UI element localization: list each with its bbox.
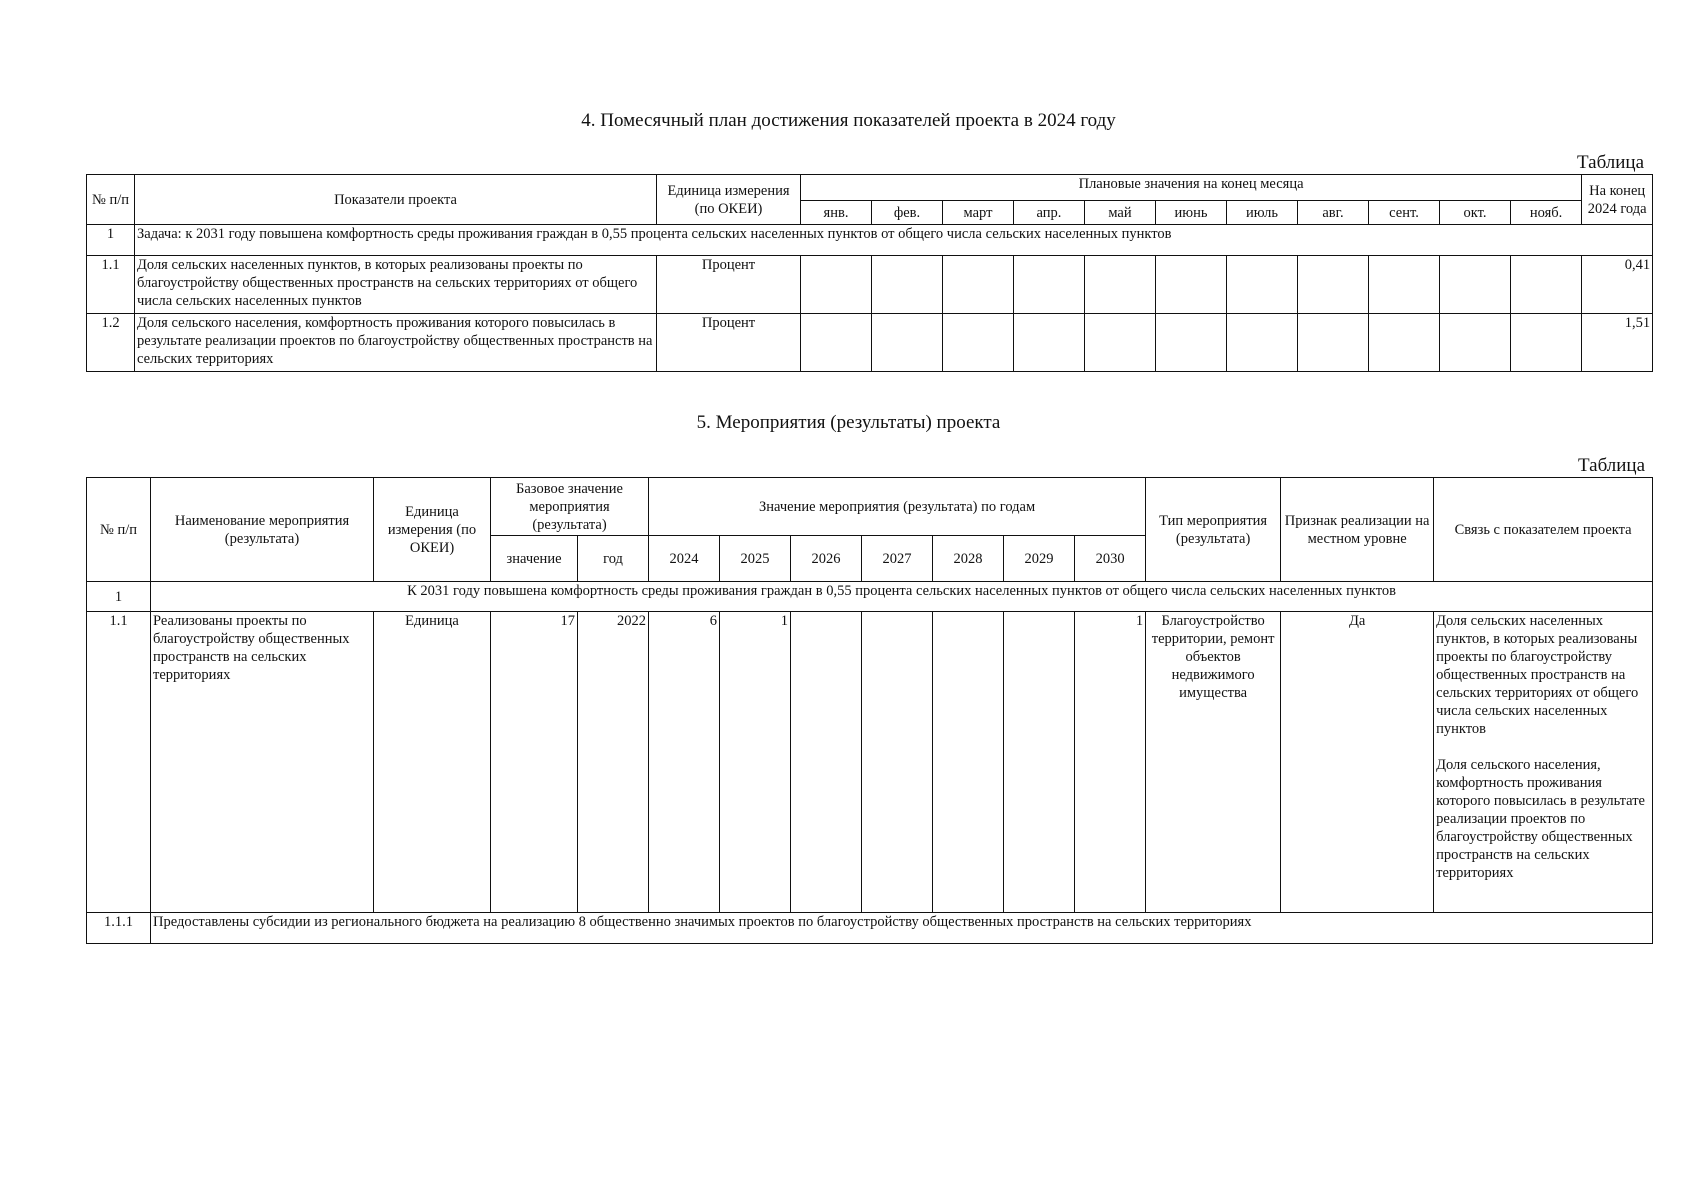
header-end-of-year: На конец 2024 года <box>1582 175 1653 225</box>
header-month: фев. <box>872 201 943 225</box>
month-cell <box>872 256 943 314</box>
header-local-level: Признак реализации на местном уровне <box>1281 478 1434 582</box>
header-activity-name: Наименование мероприятия (результата) <box>151 478 374 582</box>
row-end-of-year: 0,41 <box>1582 256 1653 314</box>
row-unit: Процент <box>657 256 801 314</box>
row-year-value: 6 <box>649 612 720 913</box>
row-indicator: Доля сельского населения, комфортность проживания которого повысилась в результате реализации проектов по благоустройству общественных пространств на сельских территориях <box>135 314 657 372</box>
month-cell <box>943 314 1014 372</box>
header-year: 2024 <box>649 536 720 582</box>
table-row <box>87 256 1653 314</box>
row-year-value <box>1004 612 1075 913</box>
table-row <box>87 314 1653 372</box>
row-num: 1.1 <box>87 612 151 913</box>
section-4-title: 4. Помесячный план достижения показателей проекта в 2024 году <box>581 110 1116 131</box>
header-activity-type: Тип мероприятия (результата) <box>1146 478 1281 582</box>
task-row-num: 1 <box>87 582 151 612</box>
month-cell <box>1440 256 1511 314</box>
header-month: март <box>943 201 1014 225</box>
row-base-year: 2022 <box>578 612 649 913</box>
header-planned-values: Плановые значения на конец месяца <box>801 175 1582 201</box>
header-indicator-link: Связь с показателем проекта <box>1434 478 1653 582</box>
month-cell <box>1369 256 1440 314</box>
header-unit: Единица измерения (по ОКЕИ) <box>657 175 801 225</box>
row-unit: Единица <box>374 612 491 913</box>
table-row <box>87 913 1653 944</box>
row-indicator-link <box>1434 612 1653 913</box>
task-row-num: 1 <box>87 225 135 256</box>
row-num: 1.1 <box>87 256 135 314</box>
month-cell <box>1085 256 1156 314</box>
month-cell <box>1298 314 1369 372</box>
header-month: сент. <box>1369 201 1440 225</box>
row-indicator: Доля сельских населенных пунктов, в которых реализованы проекты по благоустройству общественных пространств на сельских территориях от общего числа сельских населенных пунктов <box>135 256 657 314</box>
header-year: 2027 <box>862 536 933 582</box>
header-values-by-years: Значение мероприятия (результата) по годам <box>649 478 1146 536</box>
section-4-table-label: Таблица <box>1577 152 1645 173</box>
row-unit: Процент <box>657 314 801 372</box>
month-cell <box>1156 314 1227 372</box>
header-month: янв. <box>801 201 872 225</box>
row-year-value <box>862 612 933 913</box>
row-year-value <box>933 612 1004 913</box>
task-row-text: К 2031 году повышена комфортность среды проживания граждан в 0,55 процента сельских населенных пунктов от общего числа сельских населенных пунктов <box>151 582 1653 612</box>
section-5-table-label: Таблица <box>1578 455 1646 476</box>
month-cell <box>1511 314 1582 372</box>
header-base-value-value: значение <box>491 536 578 582</box>
month-cell <box>1227 314 1298 372</box>
header-year: 2029 <box>1004 536 1075 582</box>
project-activities-table <box>86 477 1653 944</box>
indicator-link-2: Доля сельского населения, комфортность проживания которого повысилась в результате реализации проектов по благоустройству общественных пространств на сельских территориях <box>1436 757 1645 881</box>
header-month: июнь <box>1156 201 1227 225</box>
row-year-value: 1 <box>720 612 791 913</box>
section-5-title: 5. Мероприятия (результаты) проекта <box>696 412 1001 433</box>
month-cell <box>1085 314 1156 372</box>
month-cell <box>1014 314 1085 372</box>
row-activity-name: Реализованы проекты по благоустройству общественных пространств на сельских территориях <box>151 612 374 913</box>
header-base-value: Базовое значение мероприятия (результата) <box>491 478 649 536</box>
month-cell <box>943 256 1014 314</box>
row-activity-type: Благоустройство территории, ремонт объектов недвижимого имущества <box>1146 612 1281 913</box>
header-unit: Единица измерения (по ОКЕИ) <box>374 478 491 582</box>
header-year: 2028 <box>933 536 1004 582</box>
indicator-link-1: Доля сельских населенных пунктов, в которых реализованы проекты по благоустройству общественных пространств на сельских территориях от общего числа сельских населенных пунктов <box>1436 613 1639 737</box>
table-row <box>87 612 1653 913</box>
header-num: № п/п <box>87 175 135 225</box>
subrow-text: Предоставлены субсидии из регионального бюджета на реализацию 8 общественно значимых проектов по благоустройству общественных пространств на сельских территориях <box>151 913 1653 944</box>
month-cell <box>1014 256 1085 314</box>
row-num: 1.2 <box>87 314 135 372</box>
month-cell <box>1440 314 1511 372</box>
month-cell <box>1298 256 1369 314</box>
header-num: № п/п <box>87 478 151 582</box>
header-month: май <box>1085 201 1156 225</box>
header-month: июль <box>1227 201 1298 225</box>
header-month: окт. <box>1440 201 1511 225</box>
month-cell <box>1369 314 1440 372</box>
header-month: апр. <box>1014 201 1085 225</box>
header-base-value-year: год <box>578 536 649 582</box>
month-cell <box>801 314 872 372</box>
header-year: 2030 <box>1075 536 1146 582</box>
header-year: 2025 <box>720 536 791 582</box>
row-year-value <box>791 612 862 913</box>
row-local-level: Да <box>1281 612 1434 913</box>
month-cell <box>872 314 943 372</box>
month-cell <box>1156 256 1227 314</box>
header-month: нояб. <box>1511 201 1582 225</box>
header-year: 2026 <box>791 536 862 582</box>
header-month: авг. <box>1298 201 1369 225</box>
header-indicator: Показатели проекта <box>135 175 657 225</box>
month-cell <box>801 256 872 314</box>
row-end-of-year: 1,51 <box>1582 314 1653 372</box>
month-cell <box>1227 256 1298 314</box>
row-year-value: 1 <box>1075 612 1146 913</box>
subrow-num: 1.1.1 <box>87 913 151 944</box>
month-cell <box>1511 256 1582 314</box>
row-base-value: 17 <box>491 612 578 913</box>
monthly-plan-table <box>86 174 1653 372</box>
task-row-text: Задача: к 2031 году повышена комфортность среды проживания граждан в 0,55 процента сельских населенных пунктов от общего числа сельских населенных пунктов <box>135 225 1653 256</box>
